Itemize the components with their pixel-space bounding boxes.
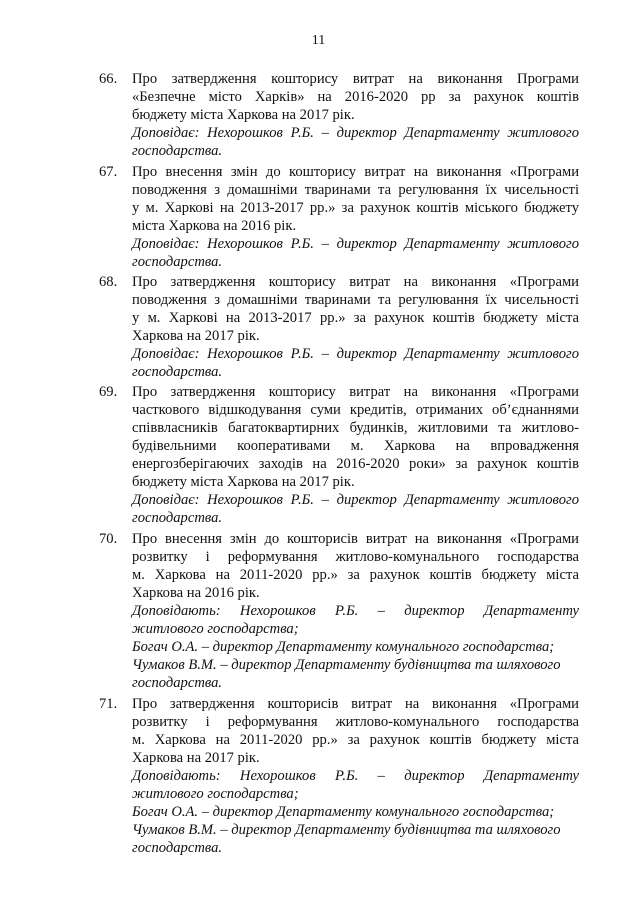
item-number: 68. bbox=[99, 274, 118, 290]
item-title-line: м. Харкова на 2011-2020 рр.» за рахунок коштів бюджету міста bbox=[132, 732, 579, 748]
item-title-line: бюджету міста Харкова на 2017 рік. bbox=[132, 474, 355, 490]
item-title-line: розвитку і реформування житлово-комунального господарства bbox=[132, 549, 579, 565]
agenda-item-70 bbox=[99, 530, 579, 692]
item-title-line: «Безпечне місто Харків» на 2016-2020 рр за рахунок коштів bbox=[132, 89, 579, 105]
item-title-line: міста Харкова на 2016 рік. bbox=[132, 218, 297, 234]
item-speaker-line: Доповідають: Нехорошков Р.Б. – директор Департаменту bbox=[132, 603, 579, 619]
agenda-item-68 bbox=[99, 273, 579, 381]
item-speaker-line: господарства. bbox=[132, 254, 223, 270]
item-title-line: поводження з домашніми тваринами та регулювання їх чисельності bbox=[132, 292, 579, 308]
item-body bbox=[132, 530, 579, 692]
item-speaker-line: господарства. bbox=[132, 143, 223, 159]
item-title-line: Про внесення змін до кошторисів витрат на виконання «Програми bbox=[132, 531, 579, 547]
item-speaker-line: Доповідають: Нехорошков Р.Б. – директор Департаменту bbox=[132, 768, 579, 784]
item-title-line: Про затвердження кошторису витрат на виконання «Програми bbox=[132, 384, 579, 400]
item-speaker-line: господарства. bbox=[132, 840, 223, 856]
item-speaker-line: Доповідає: Нехорошков Р.Б. – директор Департаменту житлового bbox=[132, 236, 579, 252]
item-speaker-line: господарства. bbox=[132, 364, 223, 380]
item-speaker-line: житлового господарства; bbox=[132, 786, 299, 802]
item-speaker-line: Чумаков В.М. – директор Департаменту будівництва та шляхового bbox=[132, 657, 561, 673]
item-body bbox=[132, 273, 579, 381]
item-number: 69. bbox=[99, 384, 118, 400]
item-title-line: у м. Харкові на 2013-2017 рр.» за рахунок коштів бюджету міста bbox=[132, 310, 579, 326]
item-body bbox=[132, 163, 579, 271]
item-title-line: співвласників багатоквартирних будинків, житловими та житлово- bbox=[132, 420, 579, 436]
item-title-line: Харкова на 2017 рік. bbox=[132, 750, 260, 766]
agenda-item-66 bbox=[99, 70, 579, 160]
item-speaker-line: Богач О.А. – директор Департаменту комунального господарства; bbox=[132, 639, 555, 655]
agenda-item-67 bbox=[99, 163, 579, 271]
agenda-item-71 bbox=[99, 695, 579, 857]
agenda-item-69 bbox=[99, 383, 579, 527]
item-title-line: Про затвердження кошторису витрат на виконання Програми bbox=[132, 71, 579, 87]
item-title-line: Про внесення змін до кошторису витрат на виконання «Програми bbox=[132, 164, 579, 180]
page-number: 11 bbox=[311, 33, 326, 48]
item-title-line: поводження з домашніми тваринами та регулювання їх чисельності bbox=[132, 182, 579, 198]
item-title-line: Харкова на 2017 рік. bbox=[132, 328, 260, 344]
item-title-line: енергозберігаючих заходів на 2016-2020 роки» за рахунок коштів bbox=[132, 456, 579, 472]
item-speaker-line: Доповідає: Нехорошков Р.Б. – директор Департаменту житлового bbox=[132, 125, 579, 141]
item-title-line: Про затвердження кошторису витрат на виконання «Програми bbox=[132, 274, 579, 290]
item-body bbox=[132, 383, 579, 527]
item-title-line: Про затвердження кошторисів витрат на виконання «Програми bbox=[132, 696, 579, 712]
item-speaker-line: Доповідає: Нехорошков Р.Б. – директор Департаменту житлового bbox=[132, 346, 579, 362]
item-title-line: у м. Харкові на 2013-2017 рр.» за рахунок коштів міського бюджету bbox=[132, 200, 579, 216]
item-speaker-line: Чумаков В.М. – директор Департаменту будівництва та шляхового bbox=[132, 822, 561, 838]
item-body bbox=[132, 70, 579, 160]
item-speaker-line: Богач О.А. – директор Департаменту комунального господарства; bbox=[132, 804, 555, 820]
item-body bbox=[132, 695, 579, 857]
item-speaker-line: житлового господарства; bbox=[132, 621, 299, 637]
item-speaker-line: господарства. bbox=[132, 510, 223, 526]
item-number: 66. bbox=[99, 71, 118, 87]
item-number: 67. bbox=[99, 164, 118, 180]
item-title-line: будівельними кооперативами м. Харкова на впровадження bbox=[132, 438, 579, 454]
item-title-line: м. Харкова на 2011-2020 рр.» за рахунок коштів бюджету міста bbox=[132, 567, 579, 583]
item-title-line: часткового відшкодування суми кредитів, отриманих об’єднаннями bbox=[132, 402, 579, 418]
item-number: 70. bbox=[99, 531, 118, 547]
item-title-line: розвитку і реформування житлово-комунального господарства bbox=[132, 714, 579, 730]
item-speaker-line: Доповідає: Нехорошков Р.Б. – директор Департаменту житлового bbox=[132, 492, 579, 508]
item-number: 71. bbox=[99, 696, 118, 712]
item-title-line: бюджету міста Харкова на 2017 рік. bbox=[132, 107, 355, 123]
item-speaker-line: господарства. bbox=[132, 675, 223, 691]
item-title-line: Харкова на 2016 рік. bbox=[132, 585, 260, 601]
